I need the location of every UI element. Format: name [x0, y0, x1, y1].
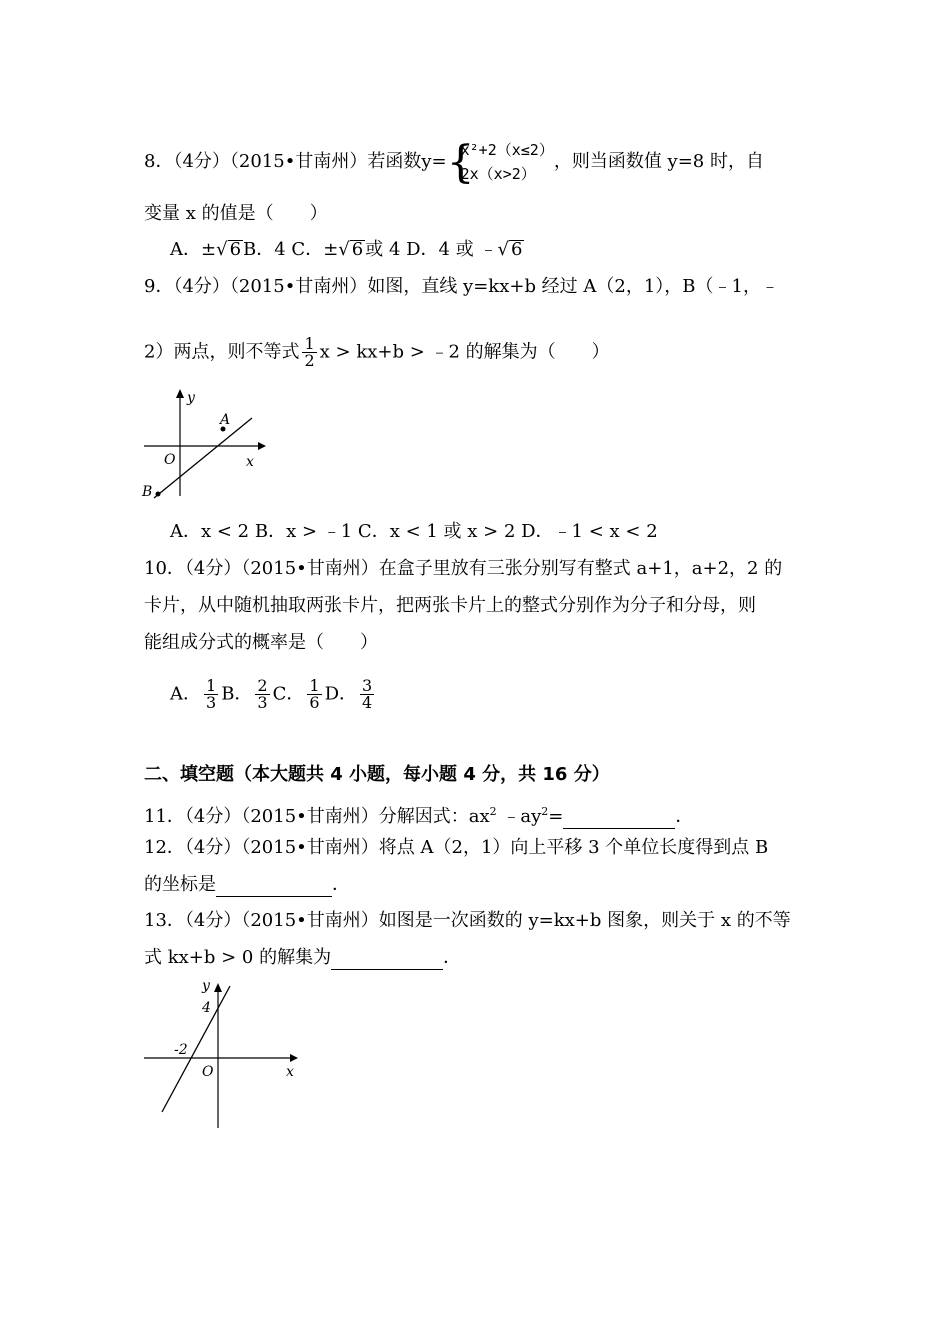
q10-option-c-frac — [307, 678, 321, 711]
q10-option-d-frac — [360, 678, 374, 711]
q9-line1: 9．（4分）（2015•甘南州）如图，直线 y=kx+b 经过 A（2，1），B（﹣1，﹣ — [144, 276, 779, 297]
q11-sup1: 2 — [489, 805, 497, 818]
q13-line2-lead: 式 kx+b > 0 的解集为 — [144, 947, 332, 968]
q8-piece2: 2x（x>2） — [460, 165, 536, 183]
q8-options — [170, 238, 524, 262]
q10-option-a-frac — [204, 678, 218, 711]
q8-line1 — [144, 138, 764, 186]
q10-b-den: 3 — [257, 693, 268, 712]
q9-line2-lead: 2）两点，则不等式 — [144, 341, 300, 363]
q8-option-a-label: A．± — [170, 239, 217, 260]
q9-figure — [140, 384, 270, 504]
arrow-up-icon — [214, 983, 222, 992]
sqrt-icon: √ — [216, 239, 228, 260]
q9-options: A．x < 2 B．x > ﹣1 C．x < 1 或 x > 2 D．﹣1 < x < 2 — [170, 521, 658, 542]
q10-a-num: 1 — [206, 676, 217, 695]
q10-d-den: 4 — [362, 693, 373, 712]
q12-line1: 12．（4分）（2015•甘南州）将点 A（2，1）向上平移 3 个单位长度得到点 B — [144, 837, 769, 858]
q10-option-b-frac — [255, 678, 269, 711]
arrow-up-icon — [176, 389, 184, 398]
q9-label-x: x — [246, 454, 254, 470]
arrow-right-icon — [258, 442, 266, 450]
q11-mid: ﹣ay — [496, 806, 542, 827]
q8-tail: ，则当函数值 y=8 时，自 — [553, 151, 764, 172]
q10-option-b-label: B． — [221, 683, 253, 705]
q13-line1: 13．（4分）（2015•甘南州）如图是一次函数的 y=kx+b 图象，则关于 x 的不等 — [144, 910, 791, 931]
q12-line2-lead: 的坐标是 — [144, 874, 216, 895]
q11-lead: 11．（4分）（2015•甘南州）分解因式：ax — [144, 806, 490, 827]
q8-lead: 8．（4分）（2015•甘南州）若函数 — [144, 151, 422, 172]
section2-heading: 二、填空题（本大题共 4 小题，每小题 4 分，共 16 分） — [144, 764, 610, 785]
q13-line2 — [144, 946, 461, 970]
q8-piece1: x²+2（x≤2） — [460, 141, 554, 159]
q9-line2-tail: x > kx+b > ﹣2 的解集为（ ） — [319, 341, 610, 363]
q13-end: ． — [443, 947, 462, 968]
q8-option-d-radicand: 6 — [510, 239, 523, 260]
q13-label-neg2: -2 — [174, 1042, 188, 1058]
q8-func-prefix: y= — [421, 151, 447, 172]
q13-label-4: 4 — [202, 1000, 211, 1016]
q9-fraction — [302, 336, 316, 369]
q10-line1: 10．（4分）（2015•甘南州）在盒子里放有三张分别写有整式 a+1，a+2，2 的 — [144, 558, 783, 579]
q12-end: ． — [332, 874, 350, 895]
q13-line — [162, 986, 230, 1112]
q10-option-d-label: D． — [324, 683, 358, 705]
q8-option-c-radicand: 6 — [351, 239, 364, 260]
sqrt-icon: √ — [497, 239, 509, 260]
q10-line2: 卡片，从中随机抽取两张卡片，把两张卡片上的整式分别作为分子和分母，则 — [144, 595, 756, 616]
q9-label-a: A — [220, 412, 231, 428]
q8-piecewise — [447, 138, 554, 186]
q11-end: ． — [675, 806, 694, 827]
q10-line3: 能组成分式的概率是（ ） — [144, 632, 378, 653]
q12-answer-blank[interactable] — [216, 878, 332, 897]
q13-label-y: y — [202, 978, 210, 994]
arrow-right-icon — [290, 1054, 298, 1062]
q11-tail: = — [548, 806, 564, 827]
q8-option-a-radicand: 6 — [229, 239, 242, 260]
q10-option-c-label: C． — [272, 683, 305, 705]
q10-option-a-label: A． — [170, 683, 201, 705]
q8-line2: 变量 x 的值是（ ） — [144, 203, 328, 224]
q10-c-num: 1 — [309, 676, 320, 695]
q11-sup2: 2 — [541, 805, 549, 818]
q10-d-num: 3 — [362, 676, 373, 695]
q13-figure — [140, 976, 305, 1132]
sqrt-icon: √ — [338, 239, 350, 260]
q9-point-b — [156, 492, 161, 497]
q11-answer-blank[interactable] — [563, 810, 675, 829]
q13-label-x: x — [286, 1064, 294, 1080]
q10-options — [170, 678, 377, 711]
q9-frac-den: 2 — [304, 351, 315, 370]
q9-frac-num: 1 — [304, 334, 315, 353]
q9-line2 — [144, 336, 610, 369]
q9-label-o: O — [164, 452, 176, 468]
q10-b-num: 2 — [257, 676, 268, 695]
q10-c-den: 6 — [309, 693, 320, 712]
q8-option-b: B．4 C．± — [243, 239, 339, 260]
q11-line — [144, 800, 693, 829]
q13-answer-blank[interactable] — [331, 951, 443, 970]
q9-label-y: y — [187, 390, 195, 406]
q13-label-o: O — [202, 1064, 214, 1080]
q10-a-den: 3 — [206, 693, 217, 712]
q12-line2 — [144, 873, 350, 897]
q9-label-b: B — [142, 484, 153, 500]
q8-option-c-tail: 或 4 D．4 或 ﹣ — [365, 239, 498, 260]
brace-icon: { — [446, 137, 475, 188]
